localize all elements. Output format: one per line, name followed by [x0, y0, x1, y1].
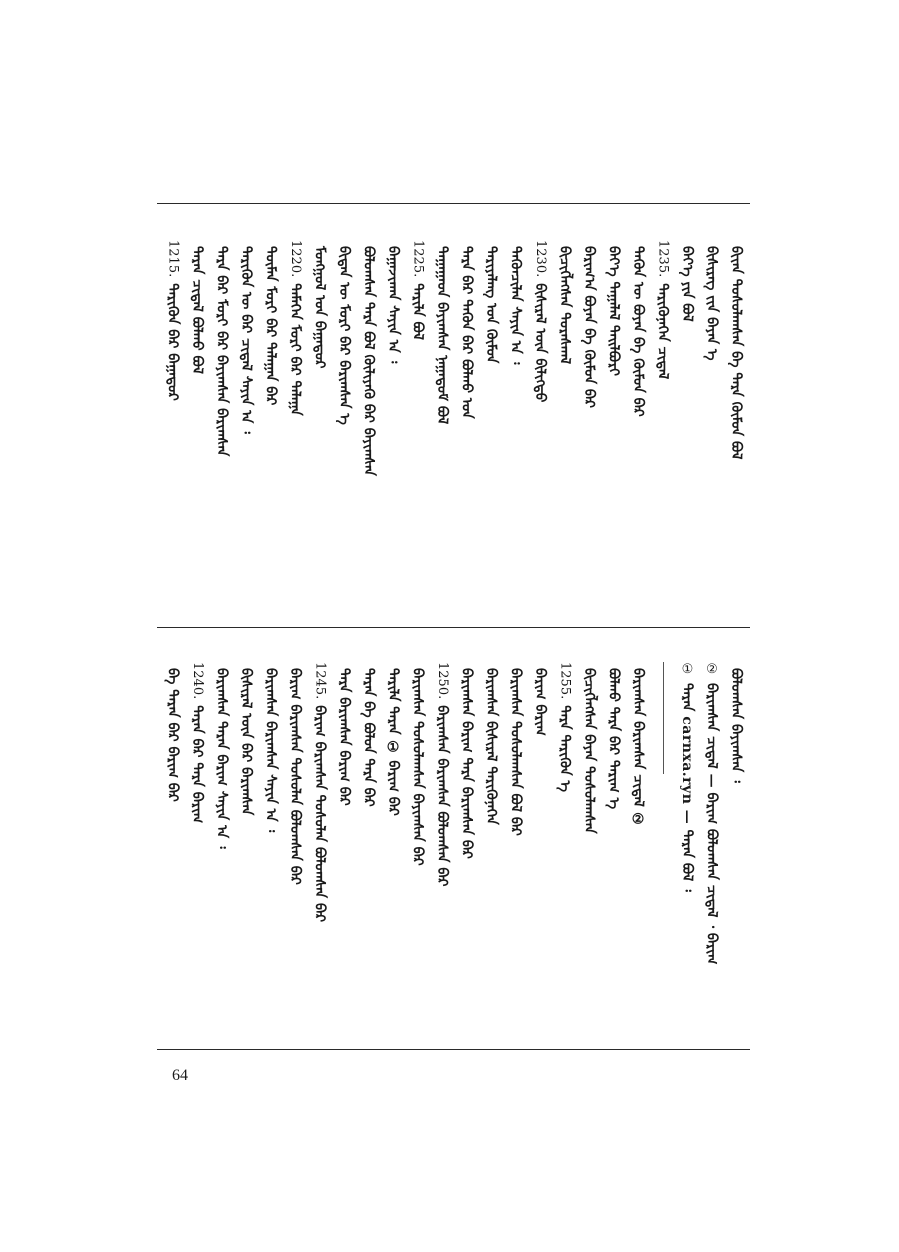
upper-line	[431, 240, 453, 424]
line-number: 1225.	[410, 240, 426, 278]
verse-text: ᠪᠠᠷᠢᠭ ᠪᠠᠷᠢᠭ	[532, 668, 548, 736]
upper-line	[505, 240, 527, 364]
verse-text: ᠪᠠᠷᠢᠭᠰᠠᠨ ᠪᠢᠰᠢᠷᠡᠯ ᠲᠡᠷᠢᠭᠦᠨᠡᠬᠡᠨ	[483, 668, 499, 825]
upper-line	[407, 240, 429, 340]
verse-text: ᠪᠢᠴᠢᠭᠯᠡᠭᠰᠡᠨ ᠳᠤᠷᠠᠰᠬᠠᠯ	[556, 246, 573, 365]
line-number: 1250.	[435, 662, 450, 700]
upper-line	[554, 240, 576, 364]
lower-line	[358, 662, 380, 807]
page-number: 64	[172, 1067, 188, 1084]
verse-text: ᠪᠡᠶ᠎ᠡ ᠲᠠᠭᠠᠯᠠᠯ ᠲᠠᠢᠯᠪᠤᠷᠢ	[605, 246, 622, 376]
verse-text: ᠪᠠᠭᠠᠵᠢᠬᠠᠨ ᠰᠠᠶᠢᠨ ᠠ ᠄	[385, 246, 401, 364]
verse-text: ᠪᠠᠷᠢᠭᠰᠠᠨ ᠪᠠᠷᠢᠭᠰᠠᠨ ᠪᠣᠯᠤᠭᠰᠠᠨ ᠪᠠᠷ	[434, 705, 450, 887]
verse-text: ᠪᠢᠰᠢᠷᠡᠭ ᠵᠢᠨ ᠪᠠᠶᠠᠨ ᠡ	[703, 246, 720, 361]
line-number: ①	[680, 662, 695, 677]
verse-text: ᠪᠢᠶ᠋ᠡᠨ ᠲᠤᠰᠤᠯᠠᠭᠰᠠᠨ ᠪᠠ ᠲᠡᠷᠡ ᠬᠦᠮᠦᠨ ᠪᠣᠯ	[728, 246, 744, 460]
verse-text: ᠪᠠᠷᠢᠭᠰᠠᠨ ᠲᠤᠰᠤᠯᠠᠭᠰᠠᠨ ᠪᠠᠶᠢᠭᠰᠠᠨ ᠪᠠᠷ	[409, 668, 426, 866]
upper-line	[333, 240, 355, 425]
lower-line	[603, 662, 625, 809]
upper-line	[211, 240, 233, 456]
lower-line	[676, 662, 698, 892]
verse-text: ᠲᠡᠷᠡ ᠪᠡᠷ ᠮᠣᠷᠢ ᠪᠠᠷ ᠪᠠᠶᠢᠭᠰᠠᠨ ᠪᠠᠷᠢᠭᠰᠠᠨ	[213, 246, 230, 457]
verse-text: ᠪᠢᠰᠢᠷᠡᠯ ᠦᠨ ᠪᠠᠷ ᠪᠠᠷᠢᠭᠰᠠᠨ	[238, 668, 254, 816]
upper-line	[529, 240, 551, 402]
top-rule	[157, 203, 750, 204]
lower-line	[407, 662, 429, 866]
verse-text: ᠪᠣᠯᠤᠭᠰᠠᠨ ᠪᠠᠶᠢᠭᠰᠠᠨ ᠄	[728, 668, 744, 783]
verse-text: ᠪᠠᠷᠢᠭᠰᠠᠨ ᠲᠤᠰᠤᠯᠠᠭᠰᠠᠨ ᠪᠣᠯ ᠪᠠᠷ	[507, 668, 524, 836]
upper-line	[284, 240, 306, 416]
verse-text: ᠪᠠᠷᠢᠭ ᠪᠠᠷᠢᠭᠰᠠᠨ ᠲᠤᠰᠤᠯᠠᠨ ᠪᠣᠯᠤᠭᠰᠠᠨ ᠪᠠᠷ	[311, 705, 328, 923]
verse-text: ᠪᠠᠷᠢᠭᠰᠠᠨ ᠲᠠᠷᠠᠨ ᠪᠠᠷᠢᠭ ᠰᠠᠶᠢᠨ ᠠ ᠄	[213, 668, 230, 849]
lower-line	[382, 662, 404, 816]
verse-text: ᠲᠡᠷᠢᠭᠦᠨ ᠪᠠᠷ ᠪᠠᠭᠠᠲᠤᠷ	[164, 283, 181, 401]
lower-line	[480, 662, 502, 825]
verse-text: ᠲᠡᠭᠦᠨᠴᠢᠯᠡᠨ ᠰᠠᠶᠢᠨ ᠠ ᠄	[507, 246, 524, 365]
middle-rule	[157, 627, 750, 628]
verse-text: ᠲᠡᠭᠦᠨ ᠦ ᠪᠤᠶᠠᠨ ᠪᠠ ᠬᠦᠮᠦᠨ ᠪᠡᠷ	[630, 246, 646, 417]
lower-line	[652, 662, 674, 668]
upper-line	[456, 240, 478, 419]
upper-line	[162, 240, 184, 401]
verse-text: ᠪᠠᠷᠢᠭᠰᠠᠨ ᠪᠠᠷᠢᠭᠰᠠᠨ ᠴᠢᠳᠠᠯ ②	[630, 668, 646, 828]
verse-text: ᠪᠠ ᠲᠠᠷᠠᠨ ᠪᠡᠷ ᠪᠠᠷᠢᠭ ᠪᠡᠷ	[164, 668, 181, 802]
verse-text: ᠲᠡᠷᠡ ᠪᠠᠷᠢᠭᠰᠠᠨ ᠪᠠᠷᠢᠭ ᠪᠠᠷ	[336, 668, 352, 806]
line-number: 1240.	[190, 662, 205, 700]
verse-text: ᠪᠠᠷᠢᠭᠰᠠᠨ ᠴᠢᠳᠠᠯ — ᠪᠠᠷᠢᠭ ᠪᠣᠯᠤᠭᠰᠠᠨ ᠴᠢᠳᠠᠯ ᠂ ᠪᠠᠷᠢᠭ	[703, 683, 720, 965]
lower-line	[235, 662, 257, 815]
verse-text: ᠪᠠᠷᠢᠭᠰᠠᠨ ᠪᠠᠷᠢᠭᠰᠠᠨ ᠰᠠᠶᠢᠨ ᠠ ᠄	[262, 668, 279, 833]
verse-text: ᠪᠠᠷᠢᠭᠰᠠᠨ ᠪᠠᠷᠢᠭ ᠲᠡᠷᠡ ᠪᠠᠷᠢᠭᠰᠠᠨ ᠪᠠᠷ	[458, 668, 475, 859]
verse-text: ᠪᠡᠶ᠎ᠡ ᠶᠢᠨ ᠪᠣᠯ	[679, 246, 695, 322]
verse-text: ᠲᠡᠷᠡ ᠪᠡᠷ ᠲᠡᠭᠦᠨ ᠪᠡᠷ ᠪᠣᠯᠬᠤ ᠤᠨ	[458, 246, 475, 419]
lower-line	[529, 662, 551, 736]
upper-line	[260, 240, 282, 405]
lower-line	[211, 662, 233, 849]
verse-text: ᠲᠡᠷᠢᠭᠦᠨᠡᠬᠡᠨ ᠴᠢᠳᠠᠯ	[654, 283, 671, 380]
upper-line	[358, 240, 380, 476]
verse-text: ᠪᠢᠴᠢᠭᠯᠡᠭᠰᠡᠨ ᠪᠠᠶᠠᠨ ᠲᠤᠰᠤᠯᠠᠭᠰᠠᠨ	[581, 668, 597, 834]
upper-text-block	[157, 240, 750, 500]
lower-line	[333, 662, 355, 806]
upper-line	[725, 240, 747, 459]
verse-text: ᠲᠡᠮᠡᠭᠡᠨ ᠮᠣᠷᠢ ᠪᠠᠷ ᠲᠠᠯᠠᠭᠠ	[287, 283, 303, 416]
verse-text: ᠳᠠᠭᠠᠭᠠᠳ ᠪᠠᠶᠢᠭᠰᠠᠨ ᠨᠠᠭᠠᠳᠤᠮ ᠪᠣᠯ	[434, 246, 450, 425]
verse-text: ᠪᠠᠷᠢᠭ ᠪᠠᠷᠢᠭᠰᠠᠨ ᠲᠤᠰᠤᠯᠠᠨ ᠪᠣᠯᠤᠭᠰᠠᠨ ᠪᠠᠷ	[287, 668, 303, 885]
line-number: 1255.	[557, 662, 573, 700]
line-number: 1215.	[165, 240, 181, 278]
upper-line	[676, 240, 698, 322]
line-number: 1230.	[533, 240, 548, 278]
upper-line	[627, 240, 649, 417]
bottom-rule	[157, 1049, 750, 1050]
verse-text: ᠪᠢᠰᠢᠷᠡᠯ ᠦᠨ ᠪᠢᠯᠢᠭᠲᠦ	[532, 283, 548, 403]
lower-line	[284, 662, 306, 885]
verse-text: ᠲᠠᠷᠠᠨ carnxa.ryn — ᠲᠠᠷᠠᠨ ᠪᠣᠯ ᠄	[679, 683, 695, 892]
line-number: 1235.	[655, 240, 671, 278]
upper-line	[480, 240, 502, 363]
verse-text: ᠮᠣᠩᠭᠣᠯ ᠤᠨ ᠪᠠᠭᠠᠲᠤᠷ	[311, 246, 328, 369]
verse-text: ᠲᠡᠷᠢᠭᠦᠨ ᠦ ᠪᠠᠷ ᠴᠢᠳᠠᠯ ᠰᠠᠶᠢᠨ ᠠ ᠄	[238, 246, 254, 434]
upper-line	[235, 240, 257, 434]
upper-line	[309, 240, 331, 369]
verse-text: ᠲᠠᠷᠠᠨ ᠪᠠᠷ ᠲᠡᠷᠡ ᠪᠠᠷᠢᠭ	[189, 705, 205, 824]
upper-line	[701, 240, 723, 361]
lower-line	[431, 662, 453, 887]
upper-line	[578, 240, 600, 408]
lower-line	[309, 662, 331, 922]
verse-text: ᠲᠠᠷᠠᠨ ᠪᠠ ᠪᠣᠯᠤᠨ ᠲᠡᠷᠡ ᠪᠠᠷ	[360, 668, 377, 807]
lower-line	[260, 662, 282, 832]
verse-text: ᠲᠠᠷᠢᠯᠠ ᠪᠣᠯ	[409, 283, 426, 340]
line-number: 1220.	[288, 240, 303, 278]
lower-line	[456, 662, 478, 859]
lower-line	[162, 662, 184, 802]
line-number: ②	[704, 662, 720, 677]
verse-text: ᠲᠦᠮᠡᠨ ᠮᠣᠷᠢ ᠪᠠᠷ ᠲᠠᠯᠠᠭᠠᠨ ᠪᠠᠷ	[262, 246, 279, 406]
lower-line	[554, 662, 576, 792]
upper-line	[652, 240, 674, 379]
upper-line	[603, 240, 625, 376]
lower-line	[701, 662, 723, 964]
verse-text: ᠲᠠᠷᠠᠨ ᠴᠢᠳᠠᠯ ᠪᠣᠯᠬᠤ ᠪᠣᠯ	[189, 246, 205, 374]
lower-line	[725, 662, 747, 783]
verse-text: ᠲᠠᠷᠢᠯᠠ ᠲᠠᠷᠠᠨ ① ᠪᠠᠷᠢᠭ ᠪᠠᠷ	[385, 668, 401, 816]
upper-line	[382, 240, 404, 363]
lower-line	[186, 662, 208, 823]
lower-text-block	[157, 662, 750, 982]
line-number: 1245.	[312, 662, 328, 700]
verse-text: ᠪᠠᠷᠢᠭ᠎ᠠ ᠪᠤᠶᠠᠨ ᠪᠠ ᠬᠦᠮᠦᠨ ᠪᠡᠷ	[581, 246, 597, 409]
verse-text: ᠪᠣᠯᠬᠤ ᠲᠡᠷᠡ ᠪᠡᠷ ᠲᠠᠷᠢᠭ ᠡ	[605, 668, 622, 810]
verse-text: ᠲᠡᠷᠡ ᠲᠡᠷᠢᠭᠦᠨ ᠡ	[556, 705, 573, 793]
lower-line	[578, 662, 600, 834]
verse-text: ᠲᠠᠷᠢᠶᠠᠯᠠᠩ ᠤᠨ ᠬᠦᠮᠦᠨ	[483, 246, 499, 364]
lower-line	[627, 662, 649, 828]
verse-text: ᠪᠢᠳᠡᠨ ᠦ ᠮᠣᠷᠢ ᠪᠠᠷ ᠪᠠᠷᠢᠭᠰᠠᠨ ᠡ	[336, 246, 352, 425]
verse-text: ᠪᠣᠯᠤᠭᠰᠠᠨ ᠲᠡᠷᠡ ᠪᠣᠯ ᠬᠦᠯᠢᠶᠡᠬᠦ ᠪᠠᠷ ᠪᠠᠶᠢᠭᠰᠠᠨ	[360, 246, 377, 477]
upper-line	[186, 240, 208, 374]
lower-line	[505, 662, 527, 836]
